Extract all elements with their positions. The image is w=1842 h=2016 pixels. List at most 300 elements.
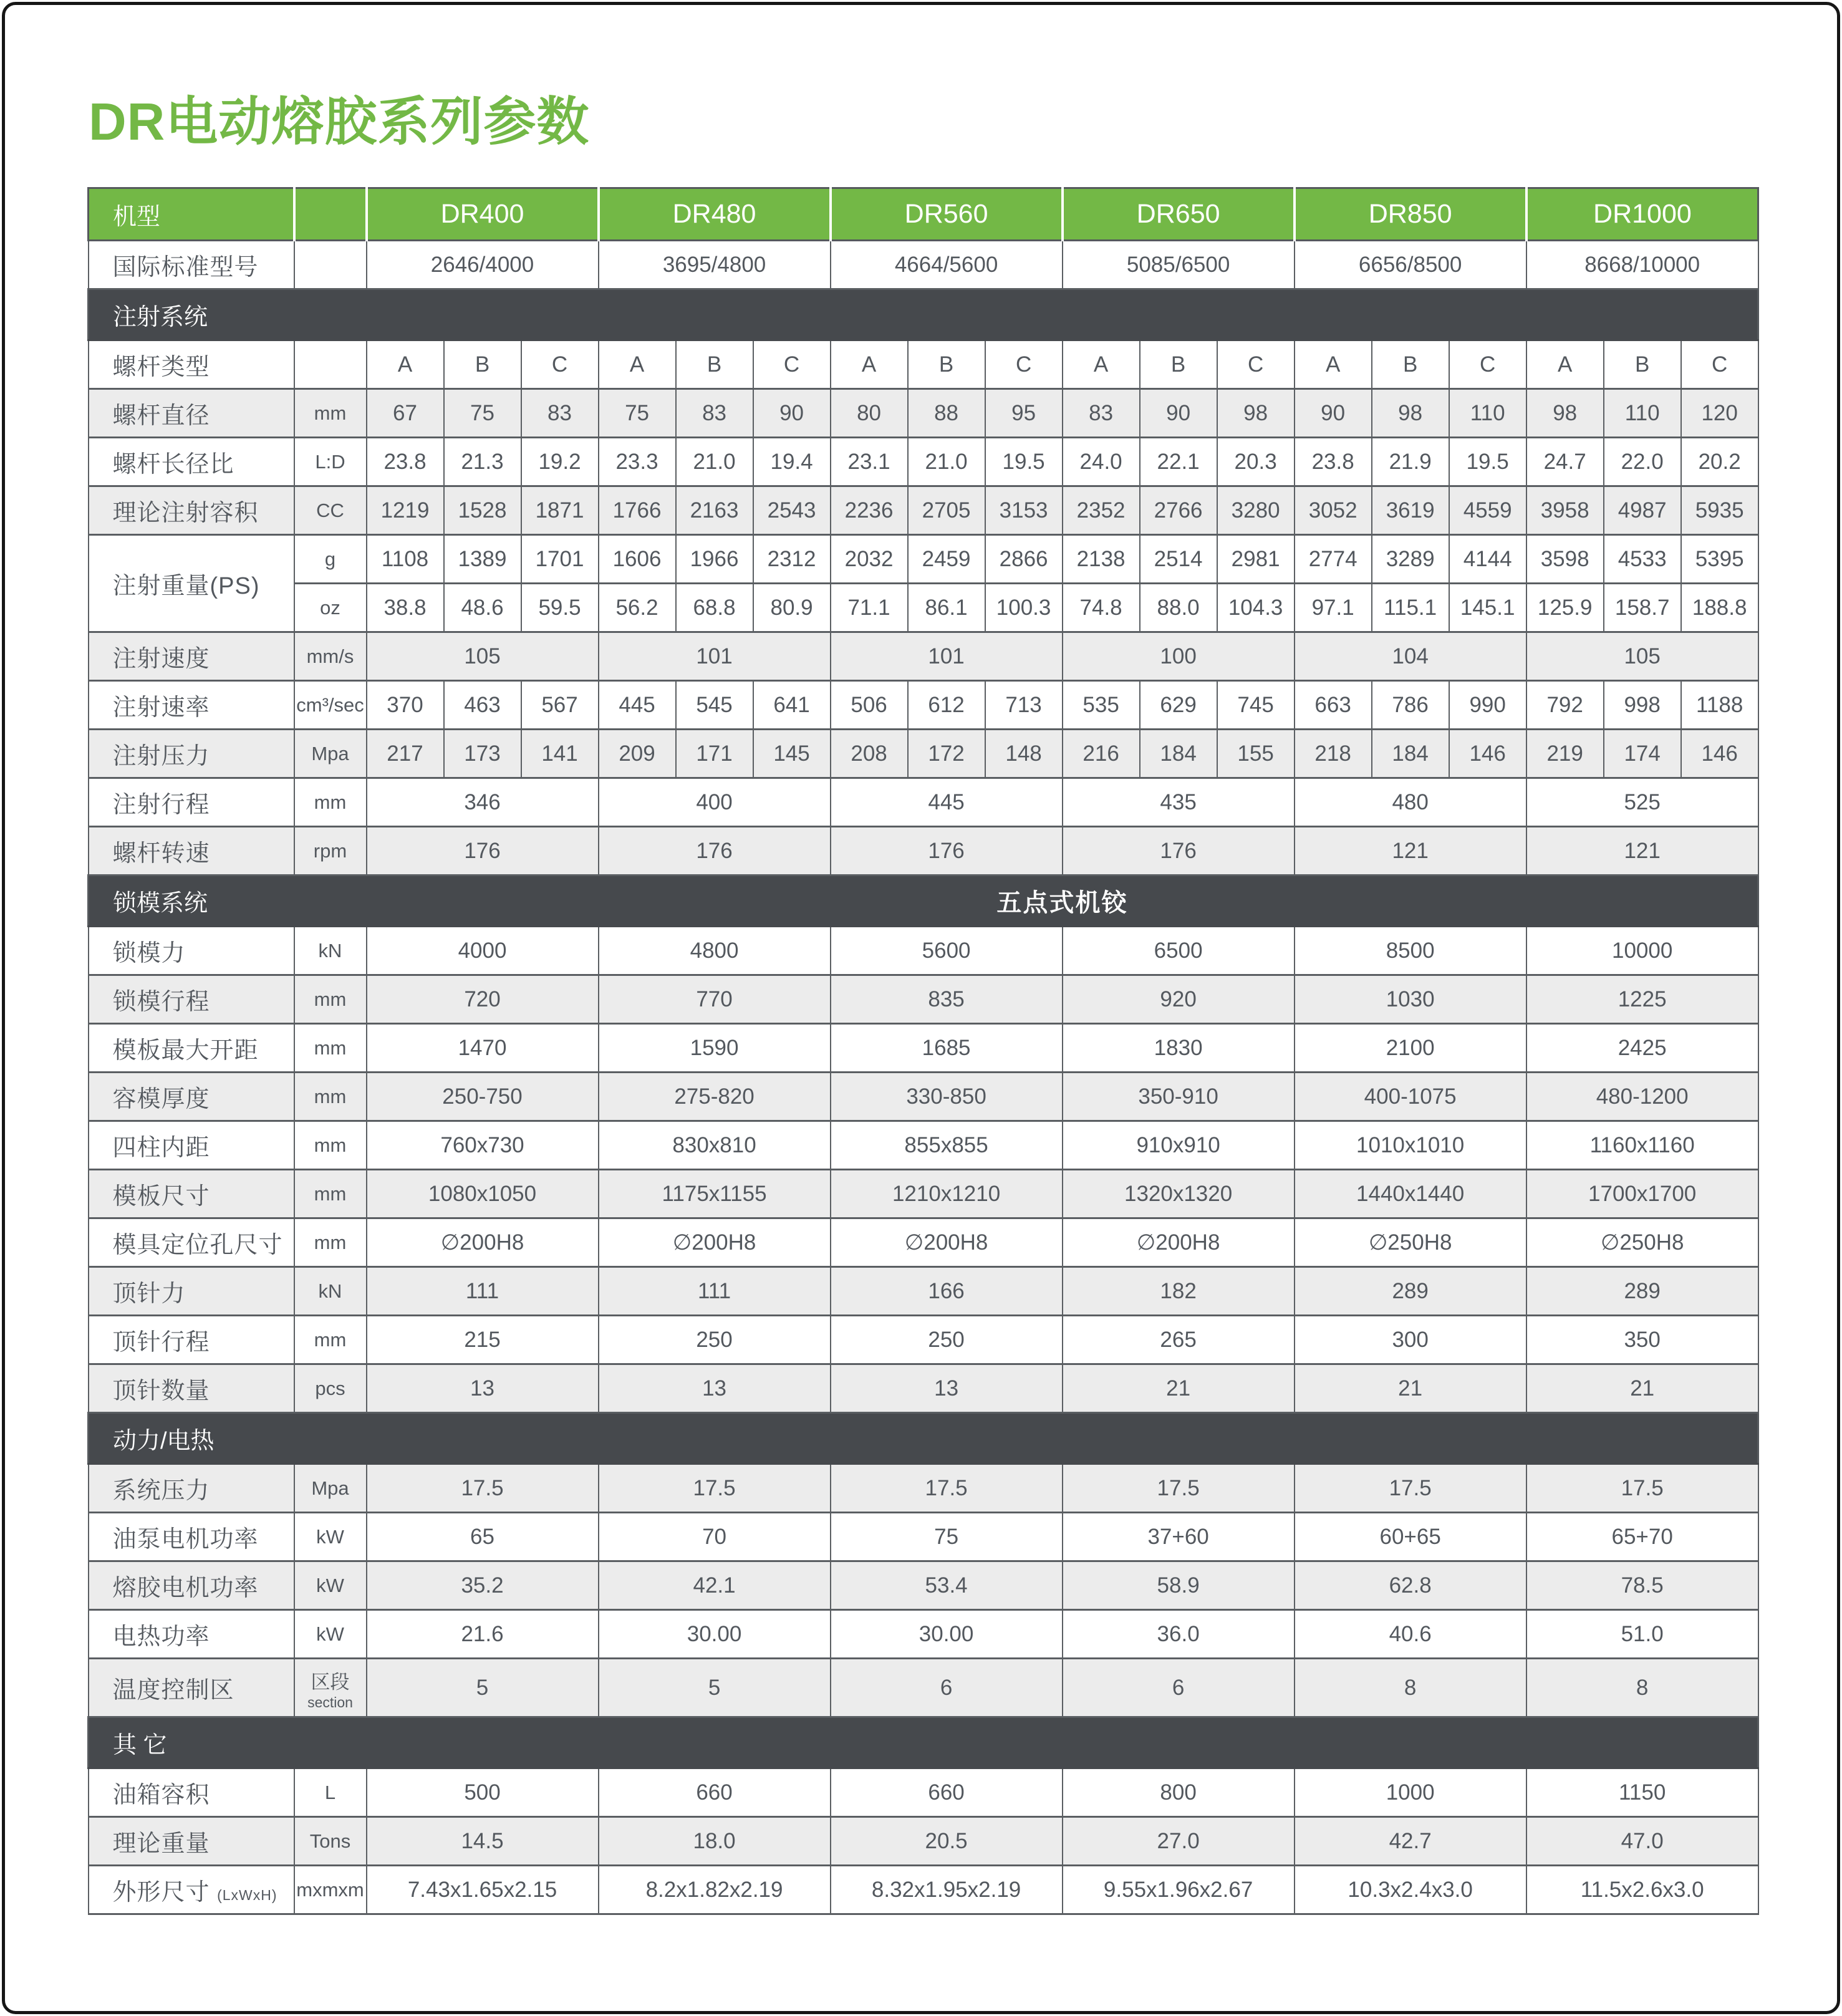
- cell-value: 110: [1604, 389, 1681, 438]
- cell-value: 289: [1295, 1267, 1526, 1316]
- cell-value: 1440x1440: [1295, 1170, 1526, 1218]
- cell-value: 350: [1526, 1316, 1758, 1364]
- cell-value: 18.0: [599, 1817, 831, 1866]
- cell-value: B: [1140, 340, 1217, 389]
- cell-value: 8668/10000: [1526, 241, 1758, 289]
- row-unit: [294, 827, 367, 875]
- cell-value: 21.0: [676, 438, 753, 486]
- cell-value: 21.9: [1372, 438, 1449, 486]
- cell-value: 21.0: [908, 438, 985, 486]
- table-row: [89, 778, 1758, 827]
- cell-value: 275-820: [599, 1073, 831, 1121]
- cell-value: 2766: [1140, 486, 1217, 535]
- cell-value: 74.8: [1063, 584, 1140, 632]
- row-label-text: 模具定位孔尺寸: [112, 1232, 283, 1258]
- cell-value: 855x855: [831, 1121, 1063, 1170]
- row-label: [89, 1218, 294, 1267]
- row-label: [89, 1659, 294, 1717]
- row-unit-text: mxmxm: [296, 1878, 364, 1901]
- cell-value: 86.1: [908, 584, 985, 632]
- cell-value: 184: [1140, 730, 1217, 778]
- row-unit-text: pcs: [315, 1377, 345, 1399]
- cell-value: A: [1063, 340, 1140, 389]
- spec-table: [87, 187, 1759, 1915]
- cell-value: 111: [599, 1267, 831, 1316]
- cell-value: 17.5: [831, 1464, 1063, 1513]
- row-unit-text: kN: [318, 939, 342, 962]
- row-label: [89, 1817, 294, 1866]
- row-label-text: 螺杆长径比: [112, 451, 234, 478]
- cell-value: 22.1: [1140, 438, 1217, 486]
- table-row: [89, 1073, 1758, 1121]
- cell-value: 1225: [1526, 975, 1758, 1024]
- model-header: DR560: [831, 188, 1063, 241]
- cell-value: 17.5: [367, 1464, 599, 1513]
- section-label: 注射系统: [89, 289, 367, 340]
- cell-value: C: [1681, 340, 1758, 389]
- row-label: [89, 1610, 294, 1659]
- row-label: [89, 389, 294, 438]
- row-label: [89, 1513, 294, 1561]
- cell-value: 535: [1063, 681, 1140, 730]
- cell-value: 19.2: [521, 438, 599, 486]
- cell-value: 209: [599, 730, 676, 778]
- section-label: 其 它: [89, 1717, 367, 1768]
- cell-value: 58.9: [1063, 1561, 1295, 1610]
- row-unit-text: CC: [316, 499, 344, 521]
- row-label: [89, 1866, 294, 1914]
- table-row: [89, 1024, 1758, 1073]
- cell-value: 289: [1526, 1267, 1758, 1316]
- cell-value: 1766: [599, 486, 676, 535]
- cell-value: 445: [831, 778, 1063, 827]
- row-label: [89, 827, 294, 875]
- cell-value: 17.5: [1063, 1464, 1295, 1513]
- row-unit-text: mm: [314, 1085, 347, 1107]
- row-unit-text: mm: [314, 988, 347, 1010]
- row-unit-text: kN: [318, 1280, 342, 1302]
- table-row: [89, 1768, 1758, 1817]
- row-unit-text: mm: [314, 1036, 347, 1059]
- cell-value: 663: [1295, 681, 1372, 730]
- cell-value: 4000: [367, 927, 599, 975]
- cell-value: 1685: [831, 1024, 1063, 1073]
- row-unit-subtext: section: [307, 1694, 353, 1710]
- cell-value: 370: [367, 681, 444, 730]
- row-unit: [294, 1170, 367, 1218]
- cell-value: 104: [1295, 632, 1526, 681]
- row-unit-text: mm: [314, 791, 347, 813]
- cell-value: 2100: [1295, 1024, 1526, 1073]
- table-row: [89, 241, 1758, 289]
- table-row: [89, 1364, 1758, 1413]
- cell-value: 2705: [908, 486, 985, 535]
- cell-value: 148: [985, 730, 1063, 778]
- table-row: [89, 340, 1758, 389]
- table-row: [89, 975, 1758, 1024]
- row-unit: [294, 1218, 367, 1267]
- cell-value: C: [1217, 340, 1295, 389]
- row-unit: [294, 975, 367, 1024]
- table-row: [89, 1817, 1758, 1866]
- cell-value: 1219: [367, 486, 444, 535]
- cell-value: 2459: [908, 535, 985, 584]
- row-label-text: 顶针力: [112, 1281, 186, 1307]
- cell-value: 2646/4000: [367, 241, 599, 289]
- cell-value: 21.3: [444, 438, 521, 486]
- row-unit: [294, 1610, 367, 1659]
- cell-value: 1320x1320: [1063, 1170, 1295, 1218]
- section-note: [367, 1717, 1758, 1768]
- table-row: [89, 1513, 1758, 1561]
- cell-value: 13: [831, 1364, 1063, 1413]
- section-note: [367, 1413, 1758, 1464]
- cell-value: 1966: [676, 535, 753, 584]
- cell-value: 51.0: [1526, 1610, 1758, 1659]
- cell-value: C: [753, 340, 831, 389]
- table-row: [89, 1267, 1758, 1316]
- cell-value: 346: [367, 778, 599, 827]
- cell-value: 760x730: [367, 1121, 599, 1170]
- cell-value: 19.5: [985, 438, 1063, 486]
- cell-value: 2514: [1140, 535, 1217, 584]
- row-label-text: 理论重量: [112, 1831, 210, 1857]
- row-unit: [294, 1561, 367, 1610]
- cell-value: 75: [444, 389, 521, 438]
- cell-value: 13: [599, 1364, 831, 1413]
- cell-value: 80.9: [753, 584, 831, 632]
- cell-value: 217: [367, 730, 444, 778]
- cell-value: B: [908, 340, 985, 389]
- cell-value: 250: [599, 1316, 831, 1364]
- cell-value: 435: [1063, 778, 1295, 827]
- cell-value: 3619: [1372, 486, 1449, 535]
- cell-value: 120: [1681, 389, 1758, 438]
- cell-value: 1175x1155: [599, 1170, 831, 1218]
- cell-value: 5395: [1681, 535, 1758, 584]
- cell-value: 111: [367, 1267, 599, 1316]
- cell-value: 1210x1210: [831, 1170, 1063, 1218]
- cell-value: 13: [367, 1364, 599, 1413]
- cell-value: 463: [444, 681, 521, 730]
- row-unit: [294, 389, 367, 438]
- cell-value: 104.3: [1217, 584, 1295, 632]
- row-label: [89, 632, 294, 681]
- cell-value: 47.0: [1526, 1817, 1758, 1866]
- cell-value: 770: [599, 975, 831, 1024]
- cell-value: 990: [1449, 681, 1526, 730]
- model-header: DR850: [1295, 188, 1526, 241]
- cell-value: 182: [1063, 1267, 1295, 1316]
- row-label-text: 螺杆类型: [112, 354, 210, 380]
- row-label: [89, 486, 294, 535]
- cell-value: 612: [908, 681, 985, 730]
- cell-value: 525: [1526, 778, 1758, 827]
- cell-value: 4664/5600: [831, 241, 1063, 289]
- cell-value: 101: [599, 632, 831, 681]
- cell-value: 21.6: [367, 1610, 599, 1659]
- table-row: [89, 486, 1758, 535]
- cell-value: ∅200H8: [599, 1218, 831, 1267]
- row-unit-text: Tons: [309, 1830, 351, 1852]
- section-label: 锁模系统: [89, 875, 367, 927]
- cell-value: 8.2x1.82x2.19: [599, 1866, 831, 1914]
- row-label: [89, 1073, 294, 1121]
- cell-value: 8: [1295, 1659, 1526, 1717]
- row-unit-text: kW: [316, 1525, 344, 1548]
- cell-value: 641: [753, 681, 831, 730]
- cell-value: 48.6: [444, 584, 521, 632]
- row-unit-text: Mpa: [311, 742, 349, 764]
- cell-value: 5: [367, 1659, 599, 1717]
- cell-value: 6656/8500: [1295, 241, 1526, 289]
- cell-value: 8: [1526, 1659, 1758, 1717]
- cell-value: 146: [1681, 730, 1758, 778]
- cell-value: 5600: [831, 927, 1063, 975]
- table-row: [89, 827, 1758, 875]
- cell-value: 2032: [831, 535, 908, 584]
- cell-value: 83: [1063, 389, 1140, 438]
- table-row: [89, 632, 1758, 681]
- cell-value: 265: [1063, 1316, 1295, 1364]
- table-row: [89, 438, 1758, 486]
- section-row: [89, 1413, 1758, 1464]
- row-unit-text: mm: [314, 1182, 347, 1205]
- cell-value: 720: [367, 975, 599, 1024]
- cell-value: 506: [831, 681, 908, 730]
- row-unit: [294, 1121, 367, 1170]
- cell-value: 98: [1526, 389, 1604, 438]
- cell-value: 660: [599, 1768, 831, 1817]
- cell-value: 1108: [367, 535, 444, 584]
- cell-value: 68.8: [676, 584, 753, 632]
- cell-value: 480: [1295, 778, 1526, 827]
- row-unit-text: rpm: [313, 839, 347, 862]
- cell-value: 37+60: [1063, 1513, 1295, 1561]
- cell-value: 56.2: [599, 584, 676, 632]
- cell-value: 20.5: [831, 1817, 1063, 1866]
- cell-value: 83: [521, 389, 599, 438]
- cell-value: 60+65: [1295, 1513, 1526, 1561]
- model-header: DR650: [1063, 188, 1295, 241]
- cell-value: 98: [1217, 389, 1295, 438]
- table-row: [89, 1218, 1758, 1267]
- cell-value: 8500: [1295, 927, 1526, 975]
- row-label: [89, 1768, 294, 1817]
- row-unit: [294, 1768, 367, 1817]
- cell-value: 218: [1295, 730, 1372, 778]
- cell-value: 80: [831, 389, 908, 438]
- row-unit-text: Mpa: [311, 1477, 349, 1499]
- cell-value: 176: [1063, 827, 1295, 875]
- cell-value: 216: [1063, 730, 1140, 778]
- cell-value: 786: [1372, 681, 1449, 730]
- row-label-text: 四柱内距: [112, 1135, 210, 1161]
- cell-value: 23.8: [1295, 438, 1372, 486]
- table-row: [89, 927, 1758, 975]
- table-row: [89, 1121, 1758, 1170]
- cell-value: 158.7: [1604, 584, 1681, 632]
- cell-value: 400-1075: [1295, 1073, 1526, 1121]
- cell-value: 567: [521, 681, 599, 730]
- section-label: 动力/电热: [89, 1413, 367, 1464]
- cell-value: 17.5: [599, 1464, 831, 1513]
- row-label-text: 容模厚度: [112, 1086, 210, 1112]
- cell-value: C: [1449, 340, 1526, 389]
- cell-value: 10.3x2.4x3.0: [1295, 1866, 1526, 1914]
- row-label: [89, 241, 294, 289]
- cell-value: 629: [1140, 681, 1217, 730]
- cell-value: B: [1372, 340, 1449, 389]
- row-unit: [294, 632, 367, 681]
- row-unit-text: oz: [320, 596, 340, 619]
- cell-value: 215: [367, 1316, 599, 1364]
- section-row: [89, 875, 1758, 927]
- row-unit: [294, 927, 367, 975]
- row-unit-text: kW: [316, 1623, 344, 1645]
- row-label-text: 油箱容积: [112, 1782, 210, 1808]
- cell-value: 88: [908, 389, 985, 438]
- cell-value: 3695/4800: [599, 241, 831, 289]
- cell-value: 166: [831, 1267, 1063, 1316]
- row-unit-text: mm: [314, 1328, 347, 1351]
- cell-value: 105: [367, 632, 599, 681]
- row-label: [89, 1561, 294, 1610]
- cell-value: 59.5: [521, 584, 599, 632]
- cell-value: 745: [1217, 681, 1295, 730]
- cell-value: 174: [1604, 730, 1681, 778]
- cell-value: 21: [1295, 1364, 1526, 1413]
- row-unit-text: mm: [314, 402, 347, 424]
- cell-value: 350-910: [1063, 1073, 1295, 1121]
- row-label-text: 油泵电机功率: [112, 1526, 259, 1553]
- cell-value: 75: [599, 389, 676, 438]
- row-label-text: 注射行程: [112, 792, 210, 818]
- table-row: [89, 1316, 1758, 1364]
- cell-value: 219: [1526, 730, 1604, 778]
- row-label: [89, 438, 294, 486]
- row-label-text: 外形尺寸: [112, 1879, 210, 1906]
- row-label-text: 顶针行程: [112, 1329, 210, 1356]
- cell-value: 2774: [1295, 535, 1372, 584]
- cell-value: 97.1: [1295, 584, 1372, 632]
- cell-value: 101: [831, 632, 1063, 681]
- cell-value: 172: [908, 730, 985, 778]
- cell-value: 100.3: [985, 584, 1063, 632]
- cell-value: 65: [367, 1513, 599, 1561]
- cell-value: 115.1: [1372, 584, 1449, 632]
- cell-value: 121: [1295, 827, 1526, 875]
- cell-value: 171: [676, 730, 753, 778]
- cell-value: 920: [1063, 975, 1295, 1024]
- cell-value: 1150: [1526, 1768, 1758, 1817]
- cell-value: 24.7: [1526, 438, 1604, 486]
- cell-value: 17.5: [1295, 1464, 1526, 1513]
- row-label-text: 模板尺寸: [112, 1184, 210, 1210]
- row-unit: [294, 1817, 367, 1866]
- cell-value: 8.32x1.95x2.19: [831, 1866, 1063, 1914]
- table-row: [89, 1561, 1758, 1610]
- cell-value: 3052: [1295, 486, 1372, 535]
- cell-value: 6: [1063, 1659, 1295, 1717]
- cell-value: 3598: [1526, 535, 1604, 584]
- cell-value: 105: [1526, 632, 1758, 681]
- cell-value: 2866: [985, 535, 1063, 584]
- cell-value: 4144: [1449, 535, 1526, 584]
- cell-value: 188.8: [1681, 584, 1758, 632]
- row-unit: [294, 584, 367, 632]
- cell-value: 713: [985, 681, 1063, 730]
- section-note: [367, 289, 1758, 340]
- cell-value: 184: [1372, 730, 1449, 778]
- row-label: [89, 1316, 294, 1364]
- table-row: [89, 730, 1758, 778]
- row-label: [89, 681, 294, 730]
- section-note: 五点式机铰: [367, 875, 1758, 927]
- row-label: [89, 927, 294, 975]
- cell-value: 3280: [1217, 486, 1295, 535]
- cell-value: 480-1200: [1526, 1073, 1758, 1121]
- row-unit: [294, 1659, 367, 1717]
- cell-value: 5085/6500: [1063, 241, 1295, 289]
- table-row: [89, 1170, 1758, 1218]
- model-header: DR1000: [1526, 188, 1758, 241]
- cell-value: 1160x1160: [1526, 1121, 1758, 1170]
- cell-value: 1606: [599, 535, 676, 584]
- row-unit: [294, 778, 367, 827]
- cell-value: 78.5: [1526, 1561, 1758, 1610]
- cell-value: C: [521, 340, 599, 389]
- table-row: [89, 1659, 1758, 1717]
- cell-value: 30.00: [831, 1610, 1063, 1659]
- cell-value: C: [985, 340, 1063, 389]
- cell-value: 545: [676, 681, 753, 730]
- cell-value: 71.1: [831, 584, 908, 632]
- cell-value: 173: [444, 730, 521, 778]
- row-label-subtext: (LxWxH): [217, 1887, 277, 1903]
- cell-value: B: [444, 340, 521, 389]
- cell-value: 23.1: [831, 438, 908, 486]
- row-label: [89, 1267, 294, 1316]
- section-row: [89, 1717, 1758, 1768]
- table-row: [89, 535, 1758, 584]
- cell-value: 98: [1372, 389, 1449, 438]
- row-label-text: 锁模力: [112, 940, 186, 967]
- cell-value: 2352: [1063, 486, 1140, 535]
- row-label: [89, 340, 294, 389]
- row-label-text: 系统压力: [112, 1478, 210, 1504]
- cell-value: A: [367, 340, 444, 389]
- row-label-text: 国际标准型号: [112, 254, 259, 281]
- row-unit: [294, 1316, 367, 1364]
- cell-value: 5: [599, 1659, 831, 1717]
- row-unit: [294, 535, 367, 584]
- cell-value: 2312: [753, 535, 831, 584]
- cell-value: 800: [1063, 1768, 1295, 1817]
- cell-value: 1528: [444, 486, 521, 535]
- row-label: [89, 1121, 294, 1170]
- cell-value: 22.0: [1604, 438, 1681, 486]
- cell-value: 1700x1700: [1526, 1170, 1758, 1218]
- row-unit: [294, 1073, 367, 1121]
- cell-value: 155: [1217, 730, 1295, 778]
- cell-value: 792: [1526, 681, 1604, 730]
- row-label: [89, 1364, 294, 1413]
- cell-value: 70: [599, 1513, 831, 1561]
- cell-value: 23.8: [367, 438, 444, 486]
- row-unit-text: kW: [316, 1574, 344, 1596]
- row-unit: [294, 486, 367, 535]
